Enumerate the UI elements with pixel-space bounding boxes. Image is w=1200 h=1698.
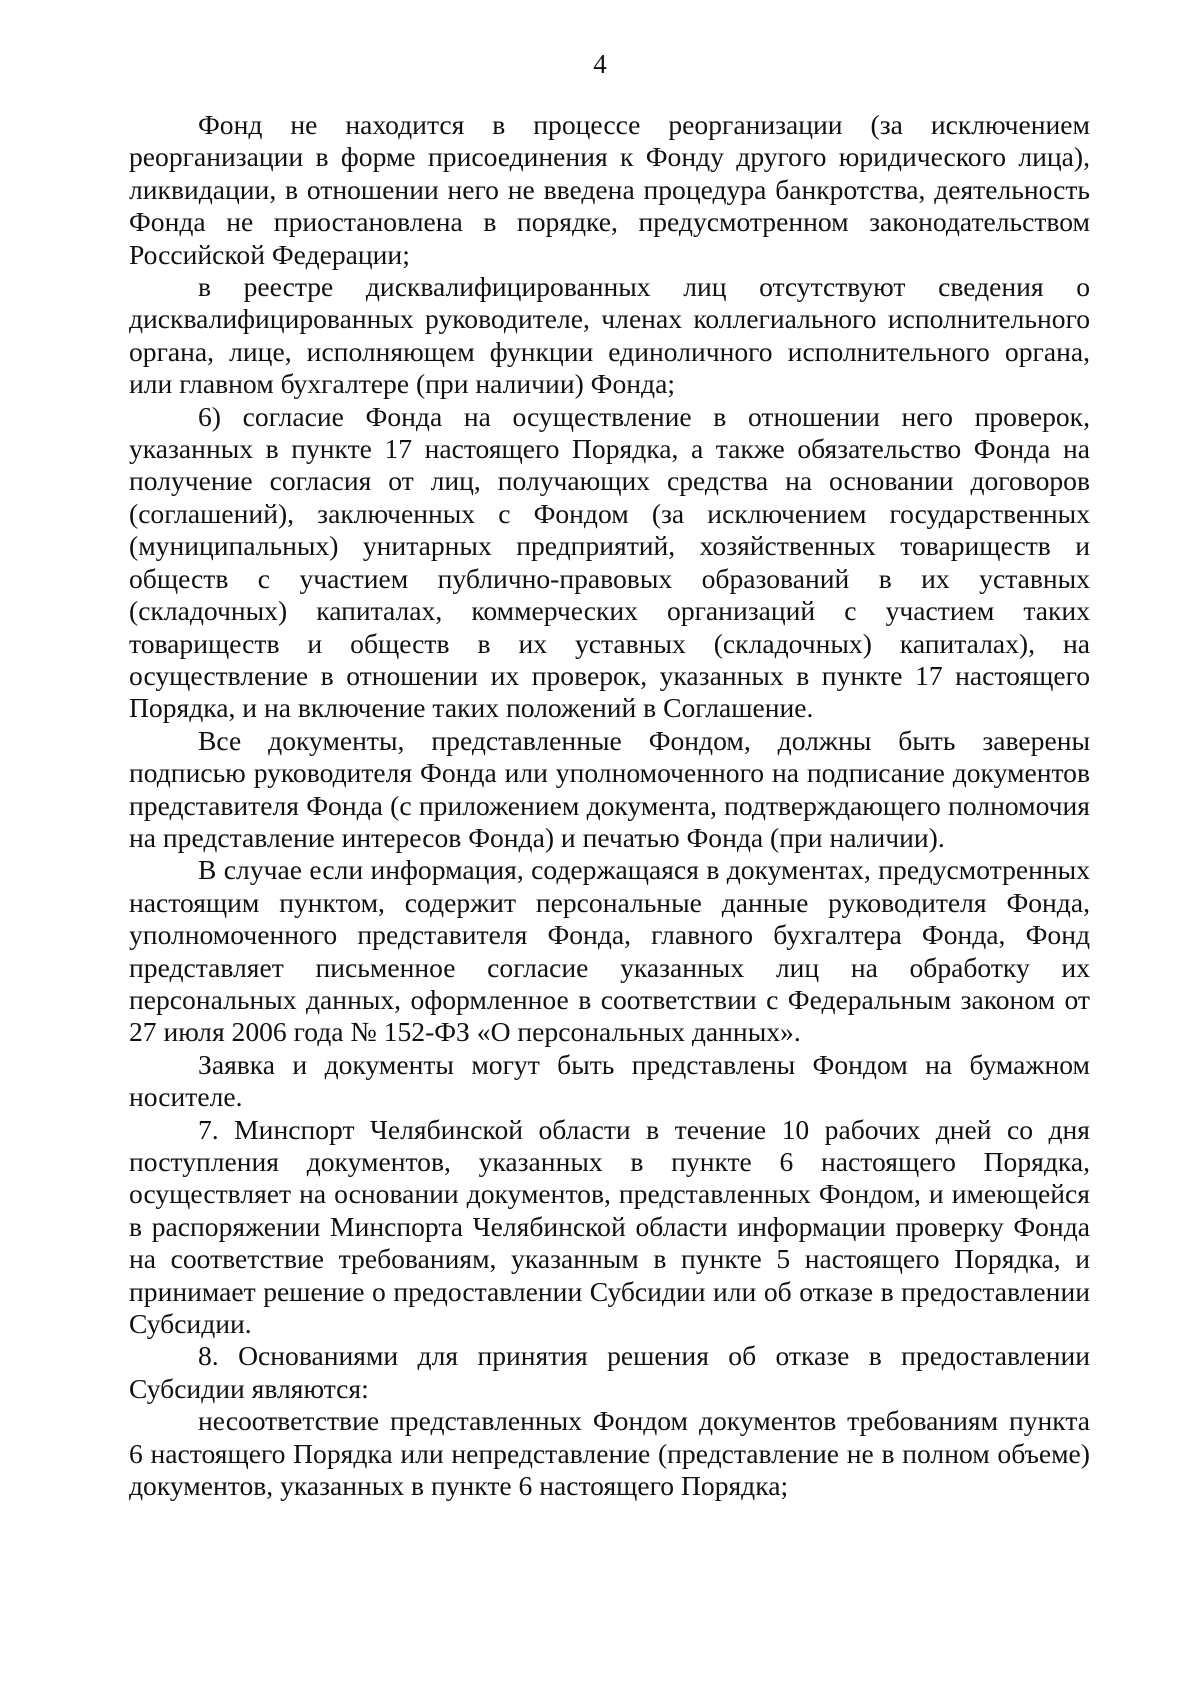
paragraph-fund-status: Фонд не находится в процессе реорганизации (за исключением реорганизации в форме присоединения к Фонду другого юридического лица), ликвидации, в отношении него не введена процедура банкротства, деятельность Фонда не приостановлена в порядке, предусмотренном законодательством Российской Федерации; [129, 109, 1090, 270]
paragraph-disqualified-registry: в реестре дисквалифицированных лиц отсутствуют сведения о дисквалифицированных руководителе, членах коллегиального исполнительного органа, лице, исполняющем функции единоличного исполнительного органа, или главном бухгалтере (при наличии) Фонда; [129, 271, 1090, 400]
paragraph-refusal-ground-noncompliance: несоответствие представленных Фондом документов требованиям пункта 6 настоящего Порядка или непредставление (представление не в полном объеме) документов, указанных в пункте 6 настоящего Порядка; [129, 1405, 1090, 1502]
paragraph-item-7-review: 7. Минспорт Челябинской области в течение 10 рабочих дней со дня поступления документов, указанных в пункте 6 настоящего Порядка, осуществляет на основании документов, представленных Фондом, и имеющейся в распоряжении Минспорта Челябинской области информации проверку Фонда на соответствие требованиям, указанным в пункте 5 настоящего Порядка, и принимает решение о предоставлении Субсидии или об отказе в предоставлении Субсидии. [129, 1113, 1090, 1340]
paragraph-item-6-consent: 6) согласие Фонда на осуществление в отношении него проверок, указанных в пункте 17 настоящего Порядка, а также обязательство Фонда на получение согласия от лиц, получающих средства на основании договоров (соглашений), заключенных с Фондом (за исключением государственных (муниципальных) унитарных предприятий, хозяйственных товариществ и обществ с участием публично-правовых образований в их уставных (складочных) капиталах, коммерческих организаций с участием таких товариществ и обществ в их уставных (складочных) капиталах), на осуществление в отношении их проверок, указанных в пункте 17 настоящего Порядка, и на включение таких положений в Соглашение. [129, 400, 1090, 724]
paragraph-personal-data-consent: В случае если информация, содержащаяся в документах, предусмотренных настоящим пунктом, содержит персональные данные руководителя Фонда, уполномоченного представителя Фонда, главного бухгалтера Фонда, Фонд представляет письменное согласие указанных лиц на обработку их персональных данных, оформленное в соответствии с Федеральным законом от 27 июля 2006 года № 152-ФЗ «О персональных данных». [129, 854, 1090, 1048]
document-body [129, 109, 1090, 1502]
page-number: 4 [593, 49, 607, 79]
paragraph-item-8-refusal-grounds: 8. Основаниями для принятия решения об отказе в предоставлении Субсидии являются: [129, 1340, 1090, 1404]
paragraph-document-certification: Все документы, представленные Фондом, должны быть заверены подписью руководителя Фонда или уполномоченного на подписание документов представителя Фонда (с приложением документа, подтверждающего полномочия на представление интересов Фонда) и печатью Фонда (при наличии). [129, 724, 1090, 853]
paragraph-paper-submission: Заявка и документы могут быть представлены Фондом на бумажном носителе. [129, 1048, 1090, 1113]
